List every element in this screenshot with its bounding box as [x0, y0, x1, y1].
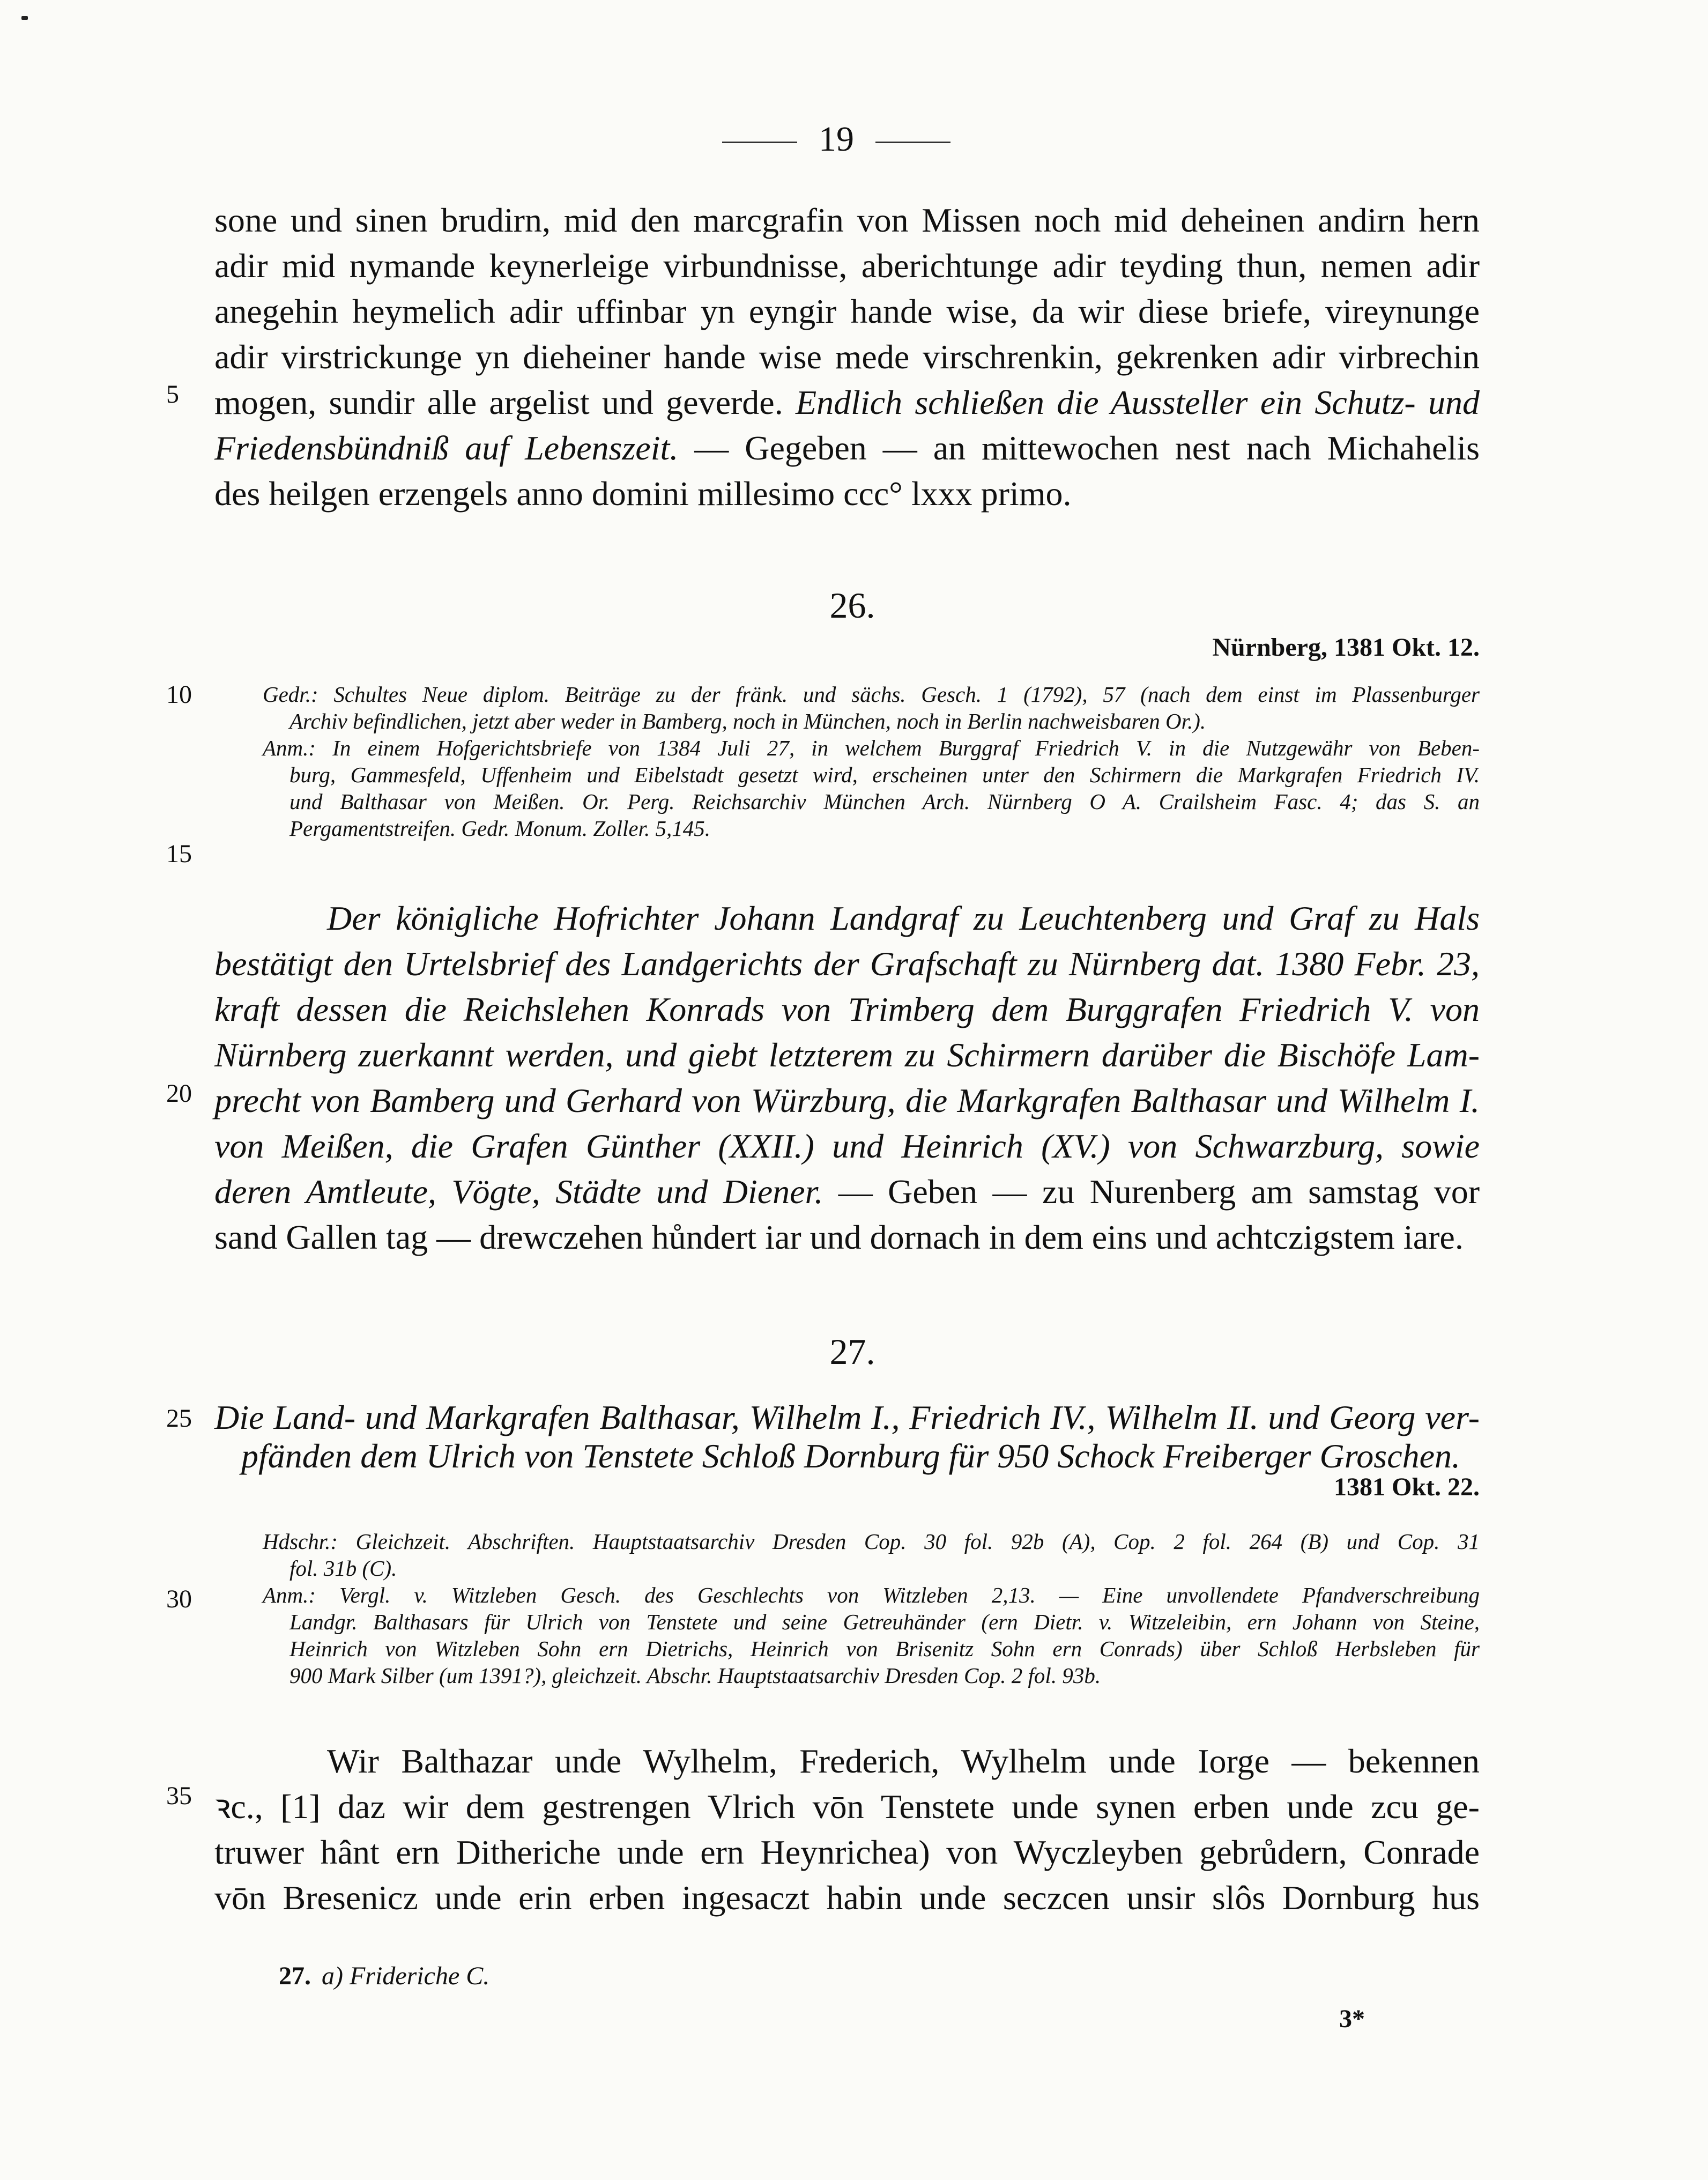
- note-line: Anm.: In einem Hofgerichtsbriefe von 1384 Juli 27, in welchem Burggraf Friedrich V. in die Nutzgewähr von Beben-: [263, 736, 1480, 760]
- header-rule-left: [722, 142, 797, 143]
- line-number: 5: [166, 380, 179, 409]
- line-number: 10: [166, 680, 192, 709]
- note-line: Pergamentstreifen. Gedr. Monum. Zoller. 5,145.: [289, 816, 711, 841]
- regest-span: Friedensbündniß auf Lebenszeit.: [214, 429, 679, 467]
- dating-line: sand Gallen tag — drewczehen hůndert iar und dornach in dem eins und achtczigstem iare.: [214, 1218, 1464, 1256]
- text-span: mogen, sundir alle argelist und geverde.: [214, 383, 783, 421]
- text-span: — Gegeben — an mittewochen nest nach Michahelis: [694, 429, 1480, 467]
- regest-26: [214, 895, 1480, 1260]
- document-number-26: 26.: [829, 585, 875, 626]
- page-number: 19: [819, 120, 854, 159]
- regest-line: Der königliche Hofrichter Johann Landgraf zu Leuchtenberg und Graf zu Hals: [327, 899, 1480, 937]
- regest-line: bestätigt den Urtelsbrief des Landgerichts der Grafschaft zu Nürnberg dat. 1380 Febr. 23,: [214, 945, 1480, 983]
- note-line: Hdschr.: Gleichzeit. Abschriften. Hauptstaatsarchiv Dresden Cop. 30 fol. 92b (A), Cop. 2 fol. 264 (B) und Cop. 31: [263, 1529, 1480, 1554]
- text-line: ꝛc., [1] daz wir dem gestrengen Vlrich vōn Tenstete unde synen erben unde zcu ge-: [214, 1788, 1480, 1826]
- text-line: [214, 380, 1480, 425]
- page-header: [697, 119, 976, 160]
- regest-line: pfänden dem Ulrich von Tenstete Schloß Dornburg für 950 Schock Freiberger Groschen.: [241, 1437, 1460, 1475]
- text-line: sone und sinen brudirn, mid den marcgrafin von Missen noch mid deheinen andirn hern: [214, 201, 1480, 239]
- regest-line: Die Land- und Markgrafen Balthasar, Wilhelm I., Friedrich IV., Wilhelm II. und Georg ver-: [214, 1398, 1480, 1436]
- text-line: truwer hânt ern Ditheriche unde ern Heynrichea) von Wyczleyben gebrůdern, Conrade: [214, 1833, 1480, 1871]
- line-number: 15: [166, 840, 192, 868]
- text-line: des heilgen erzengels anno domini millesimo ccc° lxxx primo.: [214, 474, 1072, 513]
- note-line: und Balthasar von Meißen. Or. Perg. Reichsarchiv München Arch. Nürnberg O A. Crailsheim Fasc. 4; das S. an: [289, 789, 1480, 814]
- line-number: 25: [166, 1404, 192, 1433]
- text-27: [214, 1738, 1480, 1921]
- scan-mark: [21, 16, 28, 20]
- text-line: adir virstrickunge yn dieheiner hande wise mede virschrenkin, gekrenken adir virbrechin: [214, 338, 1480, 376]
- note-line: Gedr.: Schultes Neue diplom. Beiträge zu der fränk. und sächs. Gesch. 1 (1792), 57 (nach dem einst im Plassenburger: [263, 682, 1480, 707]
- note-line: burg, Gammesfeld, Uffenheim und Eibelstadt gesetzt wird, erscheinen unter den Schirmern die Markgrafen Friedrich IV.: [289, 762, 1480, 787]
- text-line: adir mid nymande keynerleige virbundnisse, aberichtunge adir teyding thun, nemen adir: [214, 247, 1480, 285]
- line-number: 30: [166, 1585, 192, 1613]
- note-line: fol. 31b (C).: [289, 1556, 397, 1581]
- continuation-text: [214, 197, 1480, 516]
- header-rule-right: [875, 142, 950, 143]
- signature-mark: 3*: [1339, 2005, 1365, 2033]
- text-span: — Geben — zu Nurenberg am samstag vor: [838, 1173, 1480, 1211]
- line-number: 20: [166, 1079, 192, 1108]
- notes-26: [263, 681, 1480, 842]
- text-line: vōn Bresenicz unde erin erben ingesaczt habin unde seczcen unsir slôs Dornburg hus: [214, 1879, 1480, 1917]
- note-line: Archiv befindlichen, jetzt aber weder in Bamberg, noch in München, noch in Berlin nachweisbaren Or.).: [289, 709, 1206, 733]
- document-number-27: 27.: [829, 1331, 875, 1372]
- note-line: Anm.: Vergl. v. Witzleben Gesch. des Geschlechts von Witzleben 2,13. — Eine unvollendete Pfandverschreibung: [263, 1583, 1480, 1607]
- regest-line: [214, 1169, 1480, 1214]
- footnote-label: 27.: [279, 1962, 311, 1990]
- text-line: Wir Balthazar unde Wylhelm, Frederich, Wylhelm unde Iorge — bekennen: [327, 1742, 1480, 1780]
- regest-line: kraft dessen die Reichslehen Konrads von Trimberg dem Burggrafen Friedrich V. von: [214, 990, 1480, 1028]
- line-number: 35: [166, 1782, 192, 1810]
- regest-27: [214, 1398, 1480, 1475]
- note-line: 900 Mark Silber (um 1391?), gleichzeit. Abschr. Hauptstaatsarchiv Dresden Cop. 2 fol. 93b.: [289, 1663, 1101, 1688]
- regest-line: Nürnberg zuerkannt werden, und giebt letzterem zu Schirmern darüber die Bischöfe Lam-: [214, 1036, 1480, 1074]
- regest-line: von Meißen, die Grafen Günther (XXII.) und Heinrich (XV.) von Schwarzburg, sowie: [214, 1127, 1480, 1165]
- note-line: Landgr. Balthasars für Ulrich von Tenstete und seine Getreuhänder (ern Dietr. v. Witzeleibin, ern Johann von Steine,: [289, 1610, 1480, 1634]
- place-date-26: Nürnberg, 1381 Okt. 12.: [1212, 633, 1480, 662]
- notes-27: [263, 1528, 1480, 1689]
- footnote: [279, 1961, 489, 1991]
- text-line: anegehin heymelich adir uffinbar yn eyngir hande wise, da wir diese briefe, vireynunge: [214, 292, 1480, 330]
- regest-span: Endlich schließen die Aussteller ein Schutz- und: [796, 383, 1480, 421]
- date-27: 1381 Okt. 22.: [1333, 1473, 1480, 1501]
- regest-line: precht von Bamberg und Gerhard von Würzburg, die Markgrafen Balthasar und Wilhelm I.: [214, 1081, 1480, 1119]
- text-line: [214, 425, 1480, 471]
- footnote-text: a) Frideriche C.: [322, 1962, 490, 1990]
- note-line: Heinrich von Witzleben Sohn ern Dietrichs, Heinrich von Brisenitz Sohn ern Conrads) über Schloß Herbsleben für: [289, 1636, 1480, 1661]
- regest-span: deren Amtleute, Vögte, Städte und Diener.: [214, 1173, 823, 1211]
